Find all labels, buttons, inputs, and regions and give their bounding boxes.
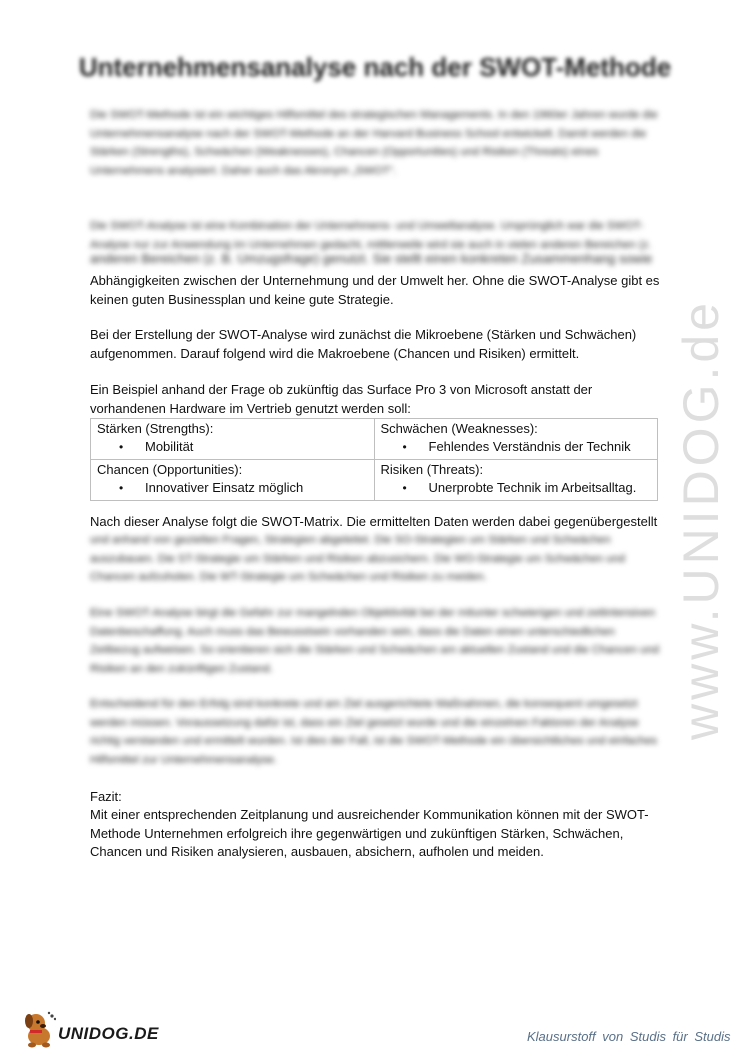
opportunities-item-text: Innovativer Einsatz möglich [145,480,304,495]
swot-table [90,418,658,501]
paragraph-example: Ein Beispiel anhand der Frage ob zukünftig das Surface Pro 3 von Microsoft anstatt der vorhandenen Hardware im Vertrieb genutzt werden soll: [90,382,593,416]
conclusion-text: Mit einer entsprechenden Zeitplanung und ausreichender Kommunikation können mit der SWOT-Methode Unternehmen erfolgreich ihre gegenwärtigen und zukünftigen Stärken, Schwächen, Chancen und Risiken analysieren, ausbauen, absichern, aufholen und meiden. [90,807,649,859]
paragraph-combination-blurred: Die SWOT-Analyse ist eine Kombination der Unternehmens- und Umweltanalyse. Ursprünglich war die SWOT-Analyse nur zur Anwendung im Unternehmen gedacht, mittlerweile wird sie auch in vielen anderen Bereichen (z. [90,220,652,251]
bullet-icon: • [119,440,124,454]
swot-cell-threats [374,460,658,501]
paragraph-matrix-blurred: und anhand von gezielten Fragen, Strategien abgeleitet. Die SO-Strategien um Stärken und Schwächen auszubauen. Die ST-Strategie um Stärken und Risiken abzusichern. Die WO-Strategie um Schwächen und Chancen aufzuholen. Die WT-Strategie um Schwächen und Risiken zu meiden. [90,534,625,583]
conclusion-label: Fazit: [90,789,122,804]
strengths-item-text: Mobilität [145,439,194,454]
swot-cell-opportunities [91,460,375,501]
paragraph-matrix-visible: Nach dieser Analyse folgt die SWOT-Matrix. Die ermittelten Daten werden dabei gegenübergestellt [90,514,658,529]
opportunities-item [97,479,368,497]
strengths-item [97,438,368,456]
paragraph-intro: Die SWOT-Methode ist ein wichtiges Hilfsmittel des strategischen Managements. In den 1960er Jahren wurde die Unternehmensanalyse nach der SWOT-Methode an der Harvard Business School entwickelt. Damit werden die Stärken (Strengths), Schwächen (Weaknesses), Chancen (Opportunities) und Risiken (Threats) eines Unternehmens analysiert. Daher auch das Akronym „SWOT“. [90,109,658,177]
paragraph-combination-partial-line: anderen Bereichen (z. B. Umzugsfrage) genutzt. Sie stellt einen konkreten Zusammenhang sowie [90,251,653,266]
paragraph-risks-of-analysis: Eine SWOT-Analyse birgt die Gefahr zur mangelnden Objektivität bei der mitunter schwierigen und zeitintensiven Datenbeschaffung. Auch muss das Bewusstsein vorhanden sein, dass die Daten einen unterschiedlichen Zeitbezug aufweisen. So orientieren sich die Stärken und Schwächen am aktuellen Zustand und die Chancen und Risiken an den zukünftigen Zustand. [90,607,659,675]
weaknesses-item [381,438,652,456]
logo-text: UNIDOG.DE [58,1024,159,1043]
document-title: Unternehmensanalyse nach der SWOT-Methode [78,52,672,82]
footer-claim: Klausurstoff von Studis für Studis [527,1029,731,1044]
weaknesses-label: Schwächen (Weaknesses): [380,421,538,436]
strengths-label: Stärken (Strengths): [97,421,214,436]
paragraph-dependencies: Abhängigkeiten zwischen der Unternehmung und der Umwelt her. Ohne die SWOT-Analyse gibt es keinen guten Businessplan und keine gute Strategie. [90,273,660,307]
opportunities-label: Chancen (Opportunities): [97,462,243,477]
watermark [672,299,729,740]
threats-label: Risiken (Threats): [380,462,484,477]
swot-cell-weaknesses [374,419,658,460]
bullet-icon: • [119,481,124,495]
threats-item-text: Unerprobte Technik im Arbeitsalltag. [428,480,637,495]
paragraph-success-factors: Entscheidend für den Erfolg sind konkrete und am Ziel ausgerichtete Maßnahmen, die konsequent umgesetzt werden müssen. Voraussetzung dafür ist, dass ein Ziel gesetzt wurde und die einzelnen Faktoren der Analyse richtig verstanden und ermittelt wurden. Ist dies der Fall, ist die SWOT-Methode ein übersichtliches und einfaches Hilfsmittel zur Unternehmensanalyse. [90,698,658,766]
watermark-text: www.UNIDOG.de [673,299,729,740]
dog-icon [22,1010,56,1048]
weaknesses-item-text: Fehlendes Verständnis der Technik [428,439,631,454]
swot-cell-strengths [91,419,375,460]
bullet-icon: • [402,481,407,495]
bullet-icon: • [402,440,407,454]
paragraph-micro-macro: Bei der Erstellung der SWOT-Analyse wird zunächst die Mikroebene (Stärken und Schwächen) aufgenommen. Darauf folgend wird die Makroebene (Chancen und Risiken) ermittelt. [90,327,637,361]
threats-item [381,479,652,497]
